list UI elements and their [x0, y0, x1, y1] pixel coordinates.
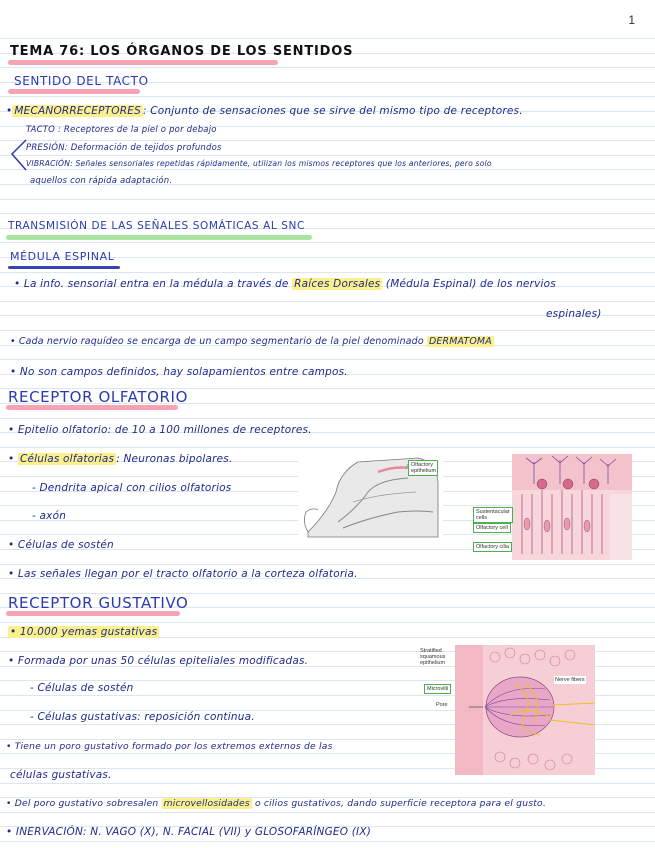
ruled-line: [0, 447, 655, 448]
gusto-line-4: - Células gustativas: reposición continua.: [30, 711, 255, 723]
stratified-epithelium-label: Stratified squamous epithelium: [420, 648, 446, 667]
ruled-line: [0, 330, 655, 331]
medula-line-3: • No son campos definidos, hay solapamientos entre campos.: [10, 366, 348, 378]
medula-heading-underline: [8, 266, 120, 269]
medula-line-1-b: (Médula Espinal) de los nervios: [385, 278, 556, 290]
yemas-gustativas-highlight: • 10.000 yemas gustativas: [10, 626, 158, 638]
vibracion-line-1: VIBRACIÓN: Señales sensoriales repetidas rápidamente, utilizan los mismos receptores que los anteriores, pero solo: [26, 159, 492, 168]
gusto-line-8: • INERVACIÓN: N. VAGO (X), N. FACIAL (VII) y GLOSOFARÍNGEO (IX): [6, 826, 372, 838]
ruled-line: [0, 622, 655, 623]
pore-label: Pore: [436, 702, 448, 708]
gusto-line-5: • Tiene un poro gustativo formado por los extremos externos de las: [6, 741, 333, 752]
page-number: 1: [628, 13, 635, 27]
gustativo-heading: RECEPTOR GUSTATIVO: [8, 594, 189, 612]
gusto-line-3: - Células de sostén: [30, 682, 134, 694]
olfactory-cell-label: Olfactory cell: [473, 523, 511, 533]
gusto-line-2: • Formada por unas 50 células epiteliales modificadas.: [8, 655, 309, 667]
olfactory-epithelium-label: Olfactory epithelium: [408, 460, 438, 476]
ruled-line: [0, 213, 655, 214]
tacto-heading: SENTIDO DEL TACTO: [14, 74, 149, 88]
ruled-line: [0, 199, 655, 200]
title-underline: [8, 60, 278, 65]
ruled-line: [0, 242, 655, 243]
ruled-line: [0, 564, 655, 565]
olfato-line-3: - Dendrita apical con cilios olfatorios: [32, 482, 232, 494]
medula-line-2-a: • Cada nervio raquídeo se encarga de un campo segmentario de la piel denominado: [10, 336, 424, 347]
olfatorio-heading: RECEPTOR OLFATORIO: [8, 388, 188, 406]
ruled-line: [0, 169, 655, 170]
olfato-line-6: • Las señales llegan por el tracto olfatorio a la corteza olfatoria.: [8, 568, 358, 580]
page-title: TEMA 76: LOS ÓRGANOS DE LOS SENTIDOS: [10, 44, 354, 59]
sustentacular-cells-label: Sustentacular cells: [473, 507, 513, 523]
mecanorreceptores-def: : Conjunto de sensaciones que se sirve del mismo tipo de receptores.: [142, 105, 523, 117]
celulas-olfatorias-highlight: Células olfatorias: [19, 453, 115, 465]
gusto-line-7-a: • Del poro gustativo sobresalen: [6, 798, 159, 809]
mecanorreceptores-term: MECANORRECEPTORES: [14, 105, 141, 117]
ruled-line: [0, 272, 655, 273]
ruled-line: [0, 359, 655, 360]
olfato-line-1: • Epitelio olfatorio: de 10 a 100 millones de receptores.: [8, 424, 312, 436]
gusto-line-7: [6, 798, 546, 809]
gusto-line-1: [8, 626, 159, 638]
dermatoma-highlight: DERMATOMA: [428, 336, 492, 347]
nerve-fibers-label: Nerve fibers: [555, 677, 585, 683]
gusto-line-6: células gustativas.: [10, 769, 112, 781]
ruled-line: [0, 140, 655, 141]
medula-line-1: [14, 278, 556, 290]
ruled-line: [0, 96, 655, 97]
olfato-line-5: • Células de sostén: [8, 539, 114, 551]
medula-line-2: [10, 336, 494, 347]
bracket-mark: [8, 138, 28, 172]
tacto-line: TACTO : Receptores de la piel o por debajo: [26, 125, 217, 135]
olfactory-cilia-label: Olfactory cilia: [473, 542, 512, 552]
gusto-line-7-b: o cilios gustativos, dando superficie receptora para el gusto.: [254, 798, 546, 809]
raices-dorsales-highlight: Raíces Dorsales: [294, 278, 381, 290]
mecanorreceptores-line: • MECANORRECEPTORES : Conjunto de sensaciones que se sirve del mismo tipo de receptores.: [6, 105, 523, 117]
vibracion-line-2: aquellos con rápida adaptación.: [30, 176, 173, 186]
ruled-line: [0, 418, 655, 419]
medula-line-1-a: • La info. sensorial entra en la médula a través de: [14, 278, 289, 290]
microvilli-label: Microvilli: [424, 684, 451, 694]
ruled-line: [0, 38, 655, 39]
transmision-heading: TRANSMISIÓN DE LAS SEÑALES SOMÁTICAS AL SNC: [8, 220, 305, 232]
ruled-line: [0, 841, 655, 842]
microvellosidades-highlight: microvellosidades: [163, 798, 250, 809]
presion-line: PRESIÓN: Deformación de tejidos profundos: [26, 143, 222, 153]
ruled-line: [0, 812, 655, 813]
olfato-line-4: - axón: [32, 510, 67, 522]
medula-heading: MÉDULA ESPINAL: [10, 250, 115, 263]
taste-bud-figure: [455, 645, 595, 775]
transmision-heading-underline: [6, 235, 312, 240]
olfato-line-2: • Células olfatorias : Neuronas bipolares.: [8, 453, 233, 465]
medula-line-1-c: espinales): [546, 308, 602, 320]
ruled-line: [0, 67, 655, 68]
tacto-heading-underline: [8, 89, 140, 94]
ruled-line: [0, 783, 655, 784]
ruled-line: [0, 301, 655, 302]
ruled-line: [0, 155, 655, 156]
olfactory-epithelium-figure: [512, 454, 632, 560]
olfato-line-2-b: : Neuronas bipolares.: [116, 453, 233, 465]
